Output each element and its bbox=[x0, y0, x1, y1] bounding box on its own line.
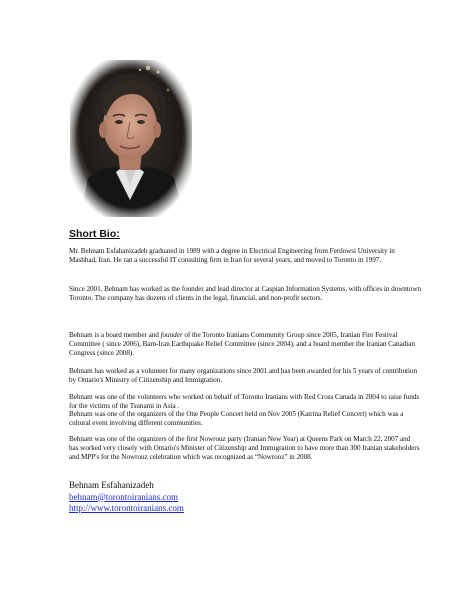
bio-paragraph-red-cross: Behnam was one of the volunteers who worked on behalf of Toronto Iranians with Red Cross Canada in 2004 to raise funds for the victims of the Tsunami in Asia . bbox=[69, 393, 420, 411]
boards-text-emphasis: founder bbox=[160, 331, 183, 339]
bio-paragraph-education: Mr. Behnam Esfahanizadeh graduated in 1989 with a degree in Electrical Engineering from Ferdowsi University in Mashhad, Iran. He ran a successful IT consulting firm in Iran for several years, and moved to Toronto in 1997. bbox=[69, 247, 395, 265]
portrait-image bbox=[70, 60, 192, 217]
bio-paragraph-volunteer: Behnam has worked as a volunteer for many organizations since 2001 and has been awarded for his 5 years of contribution by Ontario's Ministry of Citizenship and Immigration. bbox=[69, 367, 417, 385]
signature-name: Behnam Esfahanizadeh bbox=[69, 480, 154, 490]
signature-block bbox=[69, 480, 184, 515]
website-link[interactable]: http://www.torontoiranians.com bbox=[69, 503, 184, 513]
boards-text-start: Behnam is a board member and bbox=[69, 331, 161, 339]
email-link[interactable]: behnam@torontoiranians.com bbox=[69, 491, 179, 502]
bio-paragraph-boards bbox=[69, 331, 421, 359]
bio-paragraph-career: Since 2001, Behnam has worked as the founder and lead director at Caspian Information Systems, with offices in downtown Toronto. The company has dozens of clients in the legal, financial, and non-profit sectors. bbox=[69, 285, 422, 303]
section-heading: Short Bio: bbox=[69, 228, 120, 240]
bio-paragraph-nowrouz: Behnam was one of the organizers of the first Nowrouz party (Iranian New Year) at Queens Park on March 22, 2007 and has worked very closely with Ontario's Minister of Citizenship and Immigration to have more than 300 Iranian stakeholders and MPP's for the Nowrouz celebration which was recognized as “Nowrooz” in 2008. bbox=[69, 435, 420, 462]
bio-paragraph-concert: Behnam was one of the organizers of the One People Concert held on Nov 2005 (Katrina Relief Concert) which was a cultural event involving different communities. bbox=[69, 410, 404, 428]
boards-text-end: of the Toronto Iranians Community Group since 2005, Iranian Fire Festival Committee ( since 2006), Bam-Iran Earthquake Relief Committee (since 2004), and a board member the Iranian Canadian Congress (since 2008). bbox=[69, 331, 415, 358]
portrait-photo bbox=[70, 60, 192, 217]
